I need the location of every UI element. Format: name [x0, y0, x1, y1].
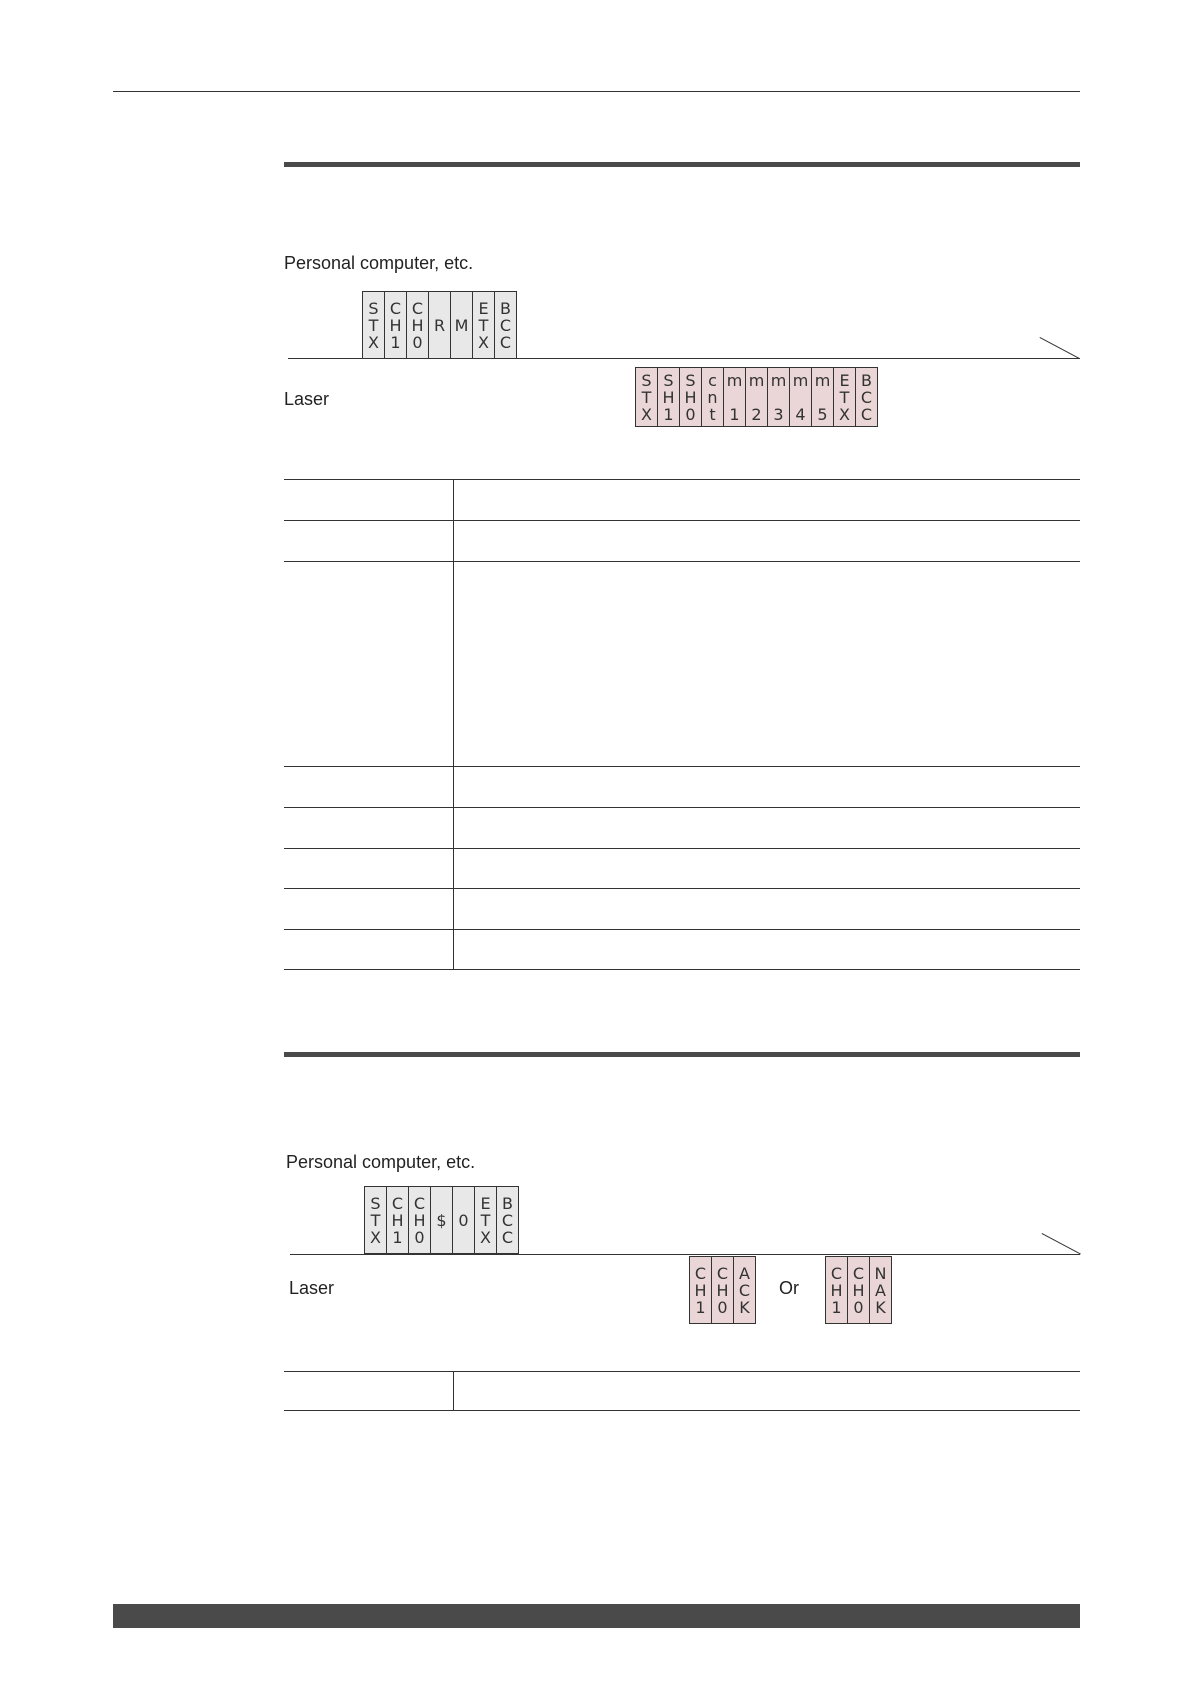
cell-char: S — [641, 370, 652, 390]
pc-frame-cell — [431, 1186, 453, 1254]
cell-char: H — [830, 1280, 843, 1300]
cell-char: X — [478, 332, 489, 352]
table-row — [284, 766, 1080, 807]
cell-char: C — [499, 315, 512, 335]
cell-char: T — [370, 1210, 381, 1230]
section-2-laser-label: Laser — [289, 1278, 335, 1298]
section-2-laser-frame-nak — [825, 1256, 892, 1324]
cell-char: H — [662, 387, 675, 407]
cell-char: C — [830, 1263, 843, 1283]
cell-char — [754, 389, 759, 406]
cell-char: H — [684, 387, 697, 407]
cell-char: C — [694, 1263, 707, 1283]
header-rule — [113, 91, 1080, 92]
cell-char: K — [875, 1297, 886, 1317]
section-2-pc-frame — [364, 1186, 519, 1254]
cell-char: T — [368, 315, 379, 335]
pc-frame-cell — [429, 291, 451, 359]
section-2-timeline — [290, 1254, 1080, 1255]
cell-char: m — [770, 370, 787, 390]
section-1-laser-label: Laser — [284, 389, 330, 409]
pc-frame-cell — [385, 291, 407, 359]
cell-char: H — [852, 1280, 865, 1300]
cell-char: B — [500, 298, 511, 318]
section-2-pc-label: Personal computer, etc. — [286, 1152, 476, 1172]
laser-frame-cell — [702, 367, 724, 427]
cell-char: 1 — [729, 404, 740, 424]
table-row — [284, 929, 1080, 970]
ack-frame-cell — [734, 1256, 756, 1324]
cell-char: R — [433, 315, 446, 335]
cell-char: 0 — [414, 1227, 425, 1247]
nak-frame-cell — [848, 1256, 870, 1324]
cell-char: A — [739, 1263, 750, 1283]
ack-frame-cell — [690, 1256, 712, 1324]
cell-char: S — [368, 298, 379, 318]
cell-char: 0 — [717, 1297, 728, 1317]
cell-char: C — [411, 298, 424, 318]
cell-char: $ — [436, 1210, 447, 1230]
pc-frame-cell — [363, 291, 385, 359]
section-1-timeline-end-mark — [1040, 337, 1080, 359]
cell-char: m — [792, 370, 809, 390]
cell-char: T — [839, 387, 850, 407]
section-2-or-label: Or — [779, 1278, 799, 1298]
pc-frame-cell — [451, 291, 473, 359]
cell-char: C — [860, 404, 873, 424]
laser-frame-cell — [658, 367, 680, 427]
table-row — [284, 888, 1080, 929]
cell-char: C — [413, 1193, 426, 1213]
cell-char: C — [852, 1263, 865, 1283]
cell-char: 2 — [751, 404, 762, 424]
laser-frame-cell — [724, 367, 746, 427]
nak-frame-cell — [826, 1256, 848, 1324]
pc-frame-cell — [365, 1186, 387, 1254]
cell-char: A — [875, 1280, 886, 1300]
table-row — [284, 848, 1080, 888]
section-2-table — [284, 1371, 1080, 1411]
cell-char: C — [860, 387, 873, 407]
cell-char: m — [814, 370, 831, 390]
cell-char: m — [726, 370, 743, 390]
cell-char: 0 — [458, 1210, 469, 1230]
cell-char: X — [480, 1227, 491, 1247]
table-row — [284, 520, 1080, 561]
section-2-heading-bar — [284, 1052, 1080, 1057]
cell-char: 1 — [390, 332, 401, 352]
section-2-timeline-end-mark — [1042, 1233, 1081, 1255]
cell-char: C — [501, 1227, 514, 1247]
cell-char: H — [694, 1280, 707, 1300]
cell-char: 1 — [831, 1297, 842, 1317]
cell-char: 0 — [853, 1297, 864, 1317]
section-1-laser-frame — [635, 367, 878, 427]
pc-frame-cell — [475, 1186, 497, 1254]
cell-char: M — [454, 315, 469, 335]
cell-char — [820, 389, 825, 406]
section-1-heading-bar — [284, 162, 1080, 167]
cell-char: 4 — [795, 404, 806, 424]
cell-char: E — [480, 1193, 491, 1213]
cell-char: H — [391, 1210, 404, 1230]
cell-char: t — [709, 404, 716, 424]
cell-char: H — [413, 1210, 426, 1230]
laser-frame-cell — [856, 367, 878, 427]
cell-char: 0 — [412, 332, 423, 352]
pc-frame-cell — [497, 1186, 519, 1254]
cell-char: E — [478, 298, 489, 318]
cell-char: n — [707, 387, 718, 407]
cell-char: m — [748, 370, 765, 390]
cell-char: 0 — [685, 404, 696, 424]
cell-char: T — [641, 387, 652, 407]
cell-char: 1 — [392, 1227, 403, 1247]
cell-char: H — [389, 315, 402, 335]
laser-frame-cell — [790, 367, 812, 427]
cell-char: C — [499, 332, 512, 352]
table-row — [284, 479, 1080, 520]
pc-frame-cell — [495, 291, 517, 359]
footer-bar — [113, 1604, 1080, 1628]
section-1-table — [284, 479, 1080, 970]
cell-char: X — [839, 404, 850, 424]
cell-char: N — [874, 1263, 887, 1283]
pc-frame-cell — [407, 291, 429, 359]
cell-char: 3 — [773, 404, 784, 424]
cell-char: 1 — [663, 404, 674, 424]
cell-char: C — [391, 1193, 404, 1213]
cell-char: C — [738, 1280, 751, 1300]
cell-char: X — [641, 404, 652, 424]
cell-char: H — [716, 1280, 729, 1300]
pc-frame-cell — [409, 1186, 431, 1254]
section-1-pc-label: Personal computer, etc. — [284, 253, 474, 273]
cell-char: c — [708, 370, 717, 390]
nak-frame-cell — [870, 1256, 892, 1324]
pc-frame-cell — [387, 1186, 409, 1254]
table-row — [284, 561, 1080, 766]
cell-char — [798, 389, 803, 406]
cell-char: 1 — [695, 1297, 706, 1317]
laser-frame-cell — [812, 367, 834, 427]
table-row — [284, 1371, 1080, 1411]
laser-frame-cell — [768, 367, 790, 427]
cell-char: X — [368, 332, 379, 352]
pc-frame-cell — [473, 291, 495, 359]
laser-frame-cell — [746, 367, 768, 427]
cell-char: C — [716, 1263, 729, 1283]
cell-char: K — [739, 1297, 750, 1317]
table-row — [284, 807, 1080, 848]
cell-char: T — [478, 315, 489, 335]
cell-char: S — [370, 1193, 381, 1213]
cell-char: T — [480, 1210, 491, 1230]
cell-char: C — [389, 298, 402, 318]
pc-frame-cell — [453, 1186, 475, 1254]
cell-char — [732, 389, 737, 406]
cell-char: B — [502, 1193, 513, 1213]
cell-char: H — [411, 315, 424, 335]
ack-frame-cell — [712, 1256, 734, 1324]
section-1-pc-frame — [362, 291, 517, 359]
laser-frame-cell — [680, 367, 702, 427]
laser-frame-cell — [834, 367, 856, 427]
cell-char: S — [663, 370, 674, 390]
cell-char — [776, 389, 781, 406]
section-1-timeline — [288, 358, 1080, 359]
cell-char: C — [501, 1210, 514, 1230]
cell-char: 5 — [817, 404, 828, 424]
cell-char: X — [370, 1227, 381, 1247]
cell-char: E — [839, 370, 850, 390]
laser-frame-cell — [636, 367, 658, 427]
cell-char: S — [685, 370, 696, 390]
cell-char: B — [861, 370, 872, 390]
section-2-laser-frame-ack — [689, 1256, 756, 1324]
